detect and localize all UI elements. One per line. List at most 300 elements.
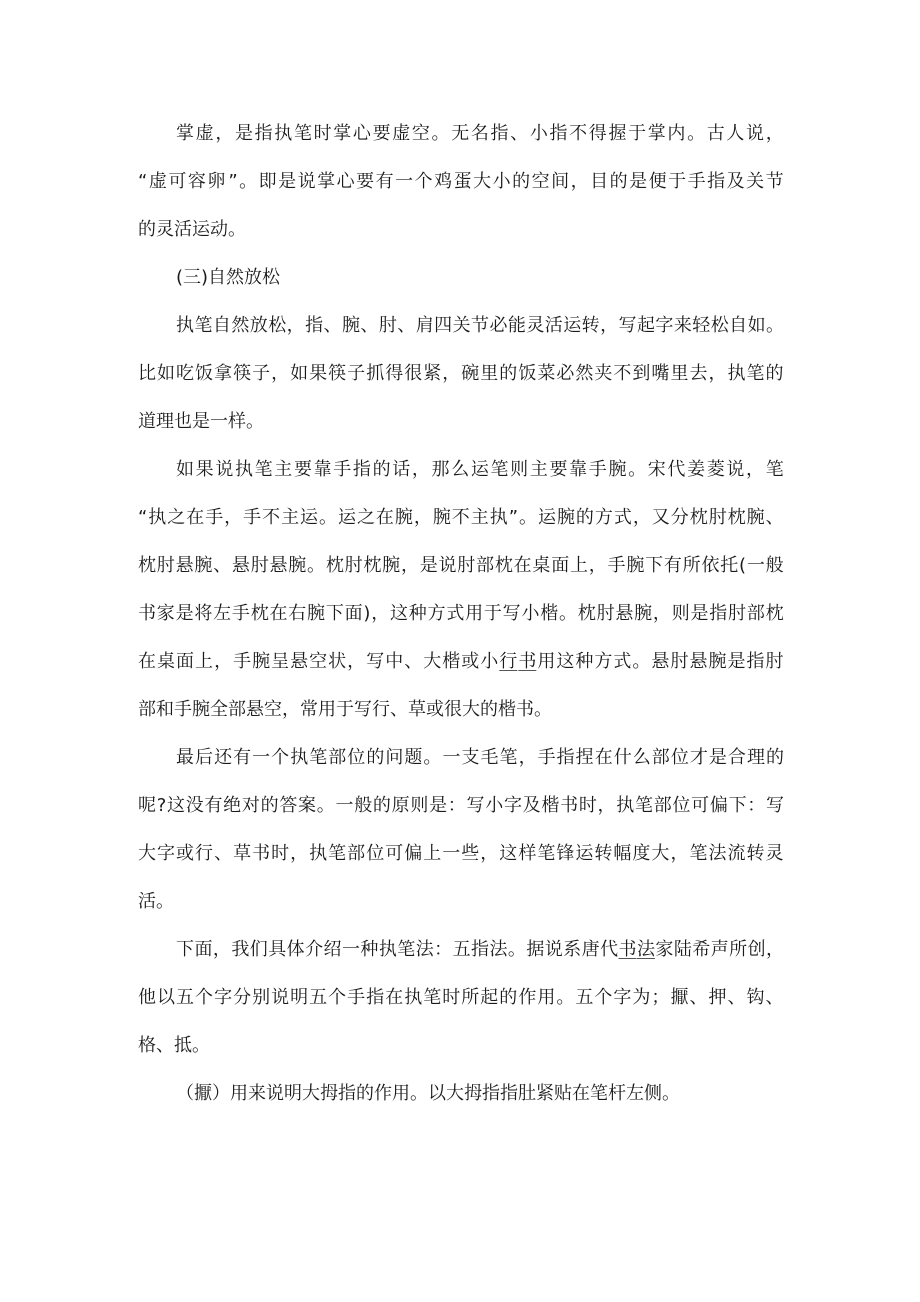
char: 于 — [628, 123, 647, 144]
char: 位 — [347, 747, 366, 768]
char: 紧 — [423, 363, 442, 384]
char: 写 — [618, 315, 637, 336]
char: 起 — [636, 315, 655, 336]
char: 菜 — [537, 363, 556, 384]
char: 腕 — [288, 555, 307, 576]
char: 自 — [212, 315, 231, 336]
char: 部 — [328, 747, 347, 768]
char: 虚 — [148, 171, 167, 192]
char: ： — [747, 795, 766, 816]
char: 筷 — [233, 363, 252, 384]
char: 要 — [293, 459, 312, 480]
char: 方 — [594, 507, 613, 528]
text-line — [138, 782, 784, 830]
char: 拿 — [214, 363, 233, 384]
char: 笔 — [537, 843, 556, 864]
char: 对 — [241, 795, 260, 816]
char: 然 — [231, 315, 250, 336]
char: 用 — [537, 651, 556, 672]
char: 字 — [503, 795, 522, 816]
char: 手 — [347, 987, 366, 1008]
char: 所 — [461, 987, 480, 1008]
char: 偏 — [709, 795, 728, 816]
char: 。 — [556, 987, 575, 1008]
char: 手 — [588, 459, 607, 480]
char: 指 — [556, 747, 575, 768]
char: 如 — [747, 315, 766, 336]
char: 掌 — [333, 123, 352, 144]
char: 写 — [366, 651, 385, 672]
char: 在 — [186, 507, 205, 528]
char: 的 — [366, 747, 385, 768]
char: 、 — [397, 315, 416, 336]
char: 碗 — [461, 363, 480, 384]
char: 草 — [233, 843, 252, 864]
char: 笔 — [490, 459, 509, 480]
char: 是 — [419, 555, 438, 576]
char: ， — [765, 123, 784, 144]
char: 部 — [746, 603, 765, 624]
char: 悬 — [269, 555, 288, 576]
text-line: （擫）用来说明大拇指的作用。以大拇指指肚紧贴在笔杆左侧。 — [176, 1083, 680, 1104]
char: 写 — [502, 603, 521, 624]
char: 个 — [271, 747, 290, 768]
char: 说 — [297, 171, 316, 192]
char: 姜 — [687, 459, 706, 480]
char: 要 — [549, 459, 568, 480]
char: 间 — [551, 171, 570, 192]
char: ， — [290, 843, 309, 864]
char: 运 — [470, 459, 489, 480]
char: 毛 — [480, 747, 499, 768]
char: 、 — [765, 987, 784, 1008]
char: 一 — [442, 843, 461, 864]
char: 部 — [653, 795, 672, 816]
char: 笔 — [309, 747, 328, 768]
char: 笔 — [499, 747, 518, 768]
char: 则 — [510, 459, 529, 480]
char: ， — [597, 795, 616, 816]
char: 的 — [372, 795, 391, 816]
char: 比 — [138, 363, 156, 384]
char: ， — [588, 555, 607, 576]
char: 之 — [167, 507, 186, 528]
char: 手 — [333, 459, 352, 480]
char: 指 — [366, 987, 385, 1008]
char: ” — [228, 171, 238, 192]
char: 悬 — [290, 651, 309, 672]
char: 么 — [632, 747, 651, 768]
char: 有 — [233, 747, 252, 768]
char: 声 — [710, 939, 729, 960]
char: ； — [651, 987, 670, 1008]
char: 腕 — [307, 603, 326, 624]
char: 绍 — [323, 939, 342, 960]
char: 枕 — [727, 507, 746, 528]
char: 、 — [360, 315, 379, 336]
char: 枕 — [577, 603, 596, 624]
char: 有 — [663, 555, 682, 576]
char: 什 — [613, 747, 632, 768]
char: 种 — [575, 651, 594, 672]
char: 时 — [578, 795, 597, 816]
char: 小 — [485, 795, 504, 816]
char: 唐 — [581, 939, 600, 960]
char: ， — [413, 507, 432, 528]
char: 是 — [175, 603, 194, 624]
char: 腕 — [708, 651, 727, 672]
char: 大 — [651, 843, 670, 864]
char: 小 — [480, 651, 499, 672]
char: 肘 — [708, 507, 727, 528]
char: 枕 — [325, 555, 344, 576]
char: 空 — [411, 123, 430, 144]
char: 在 — [513, 555, 532, 576]
char: 是 — [629, 171, 648, 192]
char: 如 — [157, 363, 176, 384]
text-line — [138, 638, 784, 686]
char: 之 — [356, 507, 375, 528]
char: 题 — [404, 747, 423, 768]
text-line: 道理也是一样。 — [138, 411, 264, 432]
char: 以 — [157, 987, 176, 1008]
char: 代 — [667, 459, 686, 480]
char: 手 — [537, 747, 556, 768]
char: 肘 — [596, 603, 615, 624]
char: 希 — [692, 939, 711, 960]
char: ” — [508, 507, 519, 528]
char: 大 — [138, 843, 156, 864]
char: 握 — [608, 123, 627, 144]
char: 小 — [492, 171, 511, 192]
char: 悬 — [175, 555, 194, 576]
char: 夹 — [594, 363, 613, 384]
char: 没 — [185, 795, 204, 816]
char: 然 — [575, 363, 594, 384]
char: 悬 — [689, 651, 708, 672]
term-link-char[interactable]: 书 — [618, 939, 637, 960]
char: 枕 — [689, 507, 708, 528]
char: 最 — [176, 747, 194, 768]
char: 饭 — [195, 363, 214, 384]
char: 原 — [391, 795, 410, 816]
char: 轻 — [692, 315, 711, 336]
char: 执 — [378, 939, 397, 960]
char: 用 — [537, 987, 556, 1008]
char: 五 — [176, 987, 195, 1008]
char: 空 — [309, 651, 328, 672]
char: 心 — [352, 123, 371, 144]
char: 下 — [325, 603, 344, 624]
char: 式 — [613, 651, 632, 672]
char: 呢 — [138, 795, 156, 816]
char: 下 — [728, 795, 747, 816]
char: 枕 — [494, 555, 513, 576]
text-line — [138, 446, 784, 494]
char: 桌 — [157, 651, 176, 672]
char: 内 — [667, 123, 686, 144]
char: 肘 — [344, 555, 363, 576]
char: 目 — [590, 171, 609, 192]
char: 主 — [529, 459, 548, 480]
char: 靠 — [313, 459, 332, 480]
char: 笔 — [194, 315, 213, 336]
char: 鸡 — [434, 171, 453, 192]
char: 陆 — [673, 939, 692, 960]
char: 所 — [729, 939, 748, 960]
text-line — [138, 542, 784, 590]
char: 掌 — [317, 171, 336, 192]
char: 果 — [195, 459, 214, 480]
char: ， — [371, 603, 390, 624]
char: 运 — [337, 507, 356, 528]
char: 要 — [372, 123, 391, 144]
char: 时 — [313, 123, 332, 144]
char: 面 — [194, 939, 213, 960]
char: 。 — [423, 747, 442, 768]
char: 手 — [233, 651, 252, 672]
char: 则 — [671, 603, 690, 624]
char: 一 — [252, 747, 271, 768]
char: 理 — [746, 747, 765, 768]
char: 代 — [600, 939, 619, 960]
char: 腕 — [394, 507, 413, 528]
char: 那 — [431, 459, 450, 480]
text-line — [138, 110, 784, 158]
char: 悬 — [651, 651, 670, 672]
char: 明 — [290, 987, 309, 1008]
char: 面 — [551, 555, 570, 576]
char: 、 — [765, 507, 784, 528]
char: 枕 — [138, 555, 156, 576]
char: 心 — [336, 171, 355, 192]
char: 放 — [249, 315, 268, 336]
char: 个 — [328, 987, 347, 1008]
char: 笔 — [328, 843, 347, 864]
char: 样 — [518, 843, 537, 864]
char: 笔 — [397, 939, 416, 960]
char: 字 — [655, 315, 674, 336]
char: 写 — [466, 795, 485, 816]
char: ， — [670, 843, 689, 864]
char: 虚 — [392, 123, 411, 144]
char: 、 — [214, 843, 233, 864]
char: 在 — [385, 987, 404, 1008]
char: 子 — [252, 363, 271, 384]
char: 么 — [451, 459, 470, 480]
char: 有 — [375, 171, 394, 192]
char: 及 — [726, 171, 745, 192]
char: 状 — [328, 651, 347, 672]
char: ， — [286, 315, 305, 336]
char: 这 — [389, 603, 408, 624]
char: 用 — [465, 603, 484, 624]
char: ， — [442, 363, 461, 384]
char: 手 — [607, 555, 626, 576]
char: 个 — [594, 987, 613, 1008]
char: 子 — [347, 363, 366, 384]
char: 。 — [766, 315, 784, 336]
char: 蛋 — [453, 171, 472, 192]
char: 里 — [480, 363, 499, 384]
char: 个 — [414, 171, 433, 192]
char: 中 — [385, 651, 404, 672]
char: 位 — [670, 747, 689, 768]
char: 答 — [279, 795, 298, 816]
char: ) — [363, 603, 371, 624]
char: 下 — [645, 555, 664, 576]
term-link-char[interactable]: 书 — [518, 651, 537, 672]
char: 位 — [672, 795, 691, 816]
char: 桌 — [532, 555, 551, 576]
char: 可 — [691, 795, 710, 816]
char: 据 — [526, 939, 545, 960]
char: 五 — [575, 987, 594, 1008]
term-link-char[interactable]: 行 — [499, 651, 518, 672]
char: 去 — [689, 363, 708, 384]
char: 执 — [489, 507, 508, 528]
char: ? — [156, 795, 167, 816]
char: 支 — [461, 747, 480, 768]
char: 。 — [687, 123, 706, 144]
char: 节 — [765, 171, 784, 192]
text-line: 部和手腕全部悬空，常用于写行、草或很大的楷书。 — [138, 699, 552, 720]
char: 则 — [410, 795, 429, 816]
char: 说 — [726, 459, 745, 480]
char: 卵 — [207, 171, 226, 192]
char: 是 — [278, 171, 297, 192]
text-line — [138, 974, 784, 1022]
char: 不 — [613, 363, 632, 384]
char: 部 — [651, 747, 670, 768]
char: 说 — [271, 987, 290, 1008]
text-line: (三)自然放松 — [176, 267, 281, 288]
char: 合 — [727, 747, 746, 768]
char: ， — [570, 171, 589, 192]
char: 便 — [648, 171, 667, 192]
char: 种 — [360, 939, 379, 960]
char: 灵 — [526, 315, 545, 336]
char: 空 — [531, 171, 550, 192]
char: 及 — [522, 795, 541, 816]
char: 还 — [214, 747, 233, 768]
char: 或 — [461, 651, 480, 672]
char: 果 — [309, 363, 328, 384]
char: 偏 — [404, 843, 423, 864]
char: 虚 — [195, 123, 214, 144]
char: 在 — [138, 651, 156, 672]
char: 的 — [260, 795, 279, 816]
char: 于 — [483, 603, 502, 624]
term-link-char[interactable]: 法 — [636, 939, 655, 960]
char: 作 — [518, 987, 537, 1008]
char: 靠 — [569, 459, 588, 480]
char: 腕 — [382, 555, 401, 576]
char: 、 — [323, 315, 342, 336]
char: ， — [411, 459, 430, 480]
char: 式 — [446, 603, 465, 624]
char: 腕 — [556, 507, 575, 528]
char: ， — [766, 939, 784, 960]
char: 执 — [404, 987, 423, 1008]
char: 法 — [415, 939, 434, 960]
char: 主 — [281, 507, 300, 528]
char: 主 — [274, 459, 293, 480]
char: 执 — [616, 795, 635, 816]
char: 分 — [670, 507, 689, 528]
char: 一 — [395, 171, 414, 192]
char: 。 — [319, 507, 338, 528]
char: 在 — [594, 747, 613, 768]
char: 。 — [307, 555, 326, 576]
char: 得 — [385, 363, 404, 384]
char: 古 — [706, 123, 725, 144]
char: 左 — [213, 603, 232, 624]
char: 法 — [489, 939, 508, 960]
char: 方 — [594, 651, 613, 672]
char: 、 — [727, 987, 746, 1008]
char: ， — [214, 651, 233, 672]
char: 楷 — [540, 603, 559, 624]
char: 的 — [499, 363, 518, 384]
char: 肘 — [156, 555, 175, 576]
char: 手 — [243, 507, 262, 528]
char: 容 — [187, 171, 206, 192]
text-line — [138, 158, 784, 206]
char: 悬 — [615, 603, 634, 624]
char: 方 — [427, 603, 446, 624]
char: 时 — [271, 843, 290, 864]
char: 笔 — [293, 123, 312, 144]
char: 的 — [499, 987, 518, 1008]
char: ， — [212, 939, 231, 960]
char: 楷 — [541, 795, 560, 816]
char: 必 — [556, 363, 575, 384]
char: 如 — [176, 459, 194, 480]
char: 宋 — [647, 459, 666, 480]
char: 流 — [727, 843, 746, 864]
char: 肘 — [250, 555, 269, 576]
char: 楷 — [442, 651, 461, 672]
char: 不 — [262, 507, 281, 528]
char: 指 — [549, 123, 568, 144]
text-line: 的灵活运动。 — [138, 219, 246, 240]
char: 介 — [305, 939, 324, 960]
char: 腕 — [252, 651, 271, 672]
char: 呈 — [271, 651, 290, 672]
char: 的 — [609, 171, 628, 192]
text-line — [138, 494, 784, 542]
char: 活 — [544, 315, 563, 336]
char: 写 — [766, 795, 784, 816]
char: 种 — [408, 603, 427, 624]
char: 上 — [569, 555, 588, 576]
char: 的 — [575, 507, 594, 528]
char: 执 — [309, 843, 328, 864]
char: 主 — [470, 507, 489, 528]
char: 不 — [451, 507, 470, 528]
char: 话 — [392, 459, 411, 480]
char: “ — [138, 171, 148, 192]
char: 腕 — [746, 507, 765, 528]
char: 上 — [423, 843, 442, 864]
char: 关 — [452, 315, 471, 336]
char: ， — [600, 315, 619, 336]
char: 菱 — [706, 459, 725, 480]
char: 才 — [689, 747, 708, 768]
char: ， — [708, 363, 727, 384]
char: 。 — [632, 651, 651, 672]
